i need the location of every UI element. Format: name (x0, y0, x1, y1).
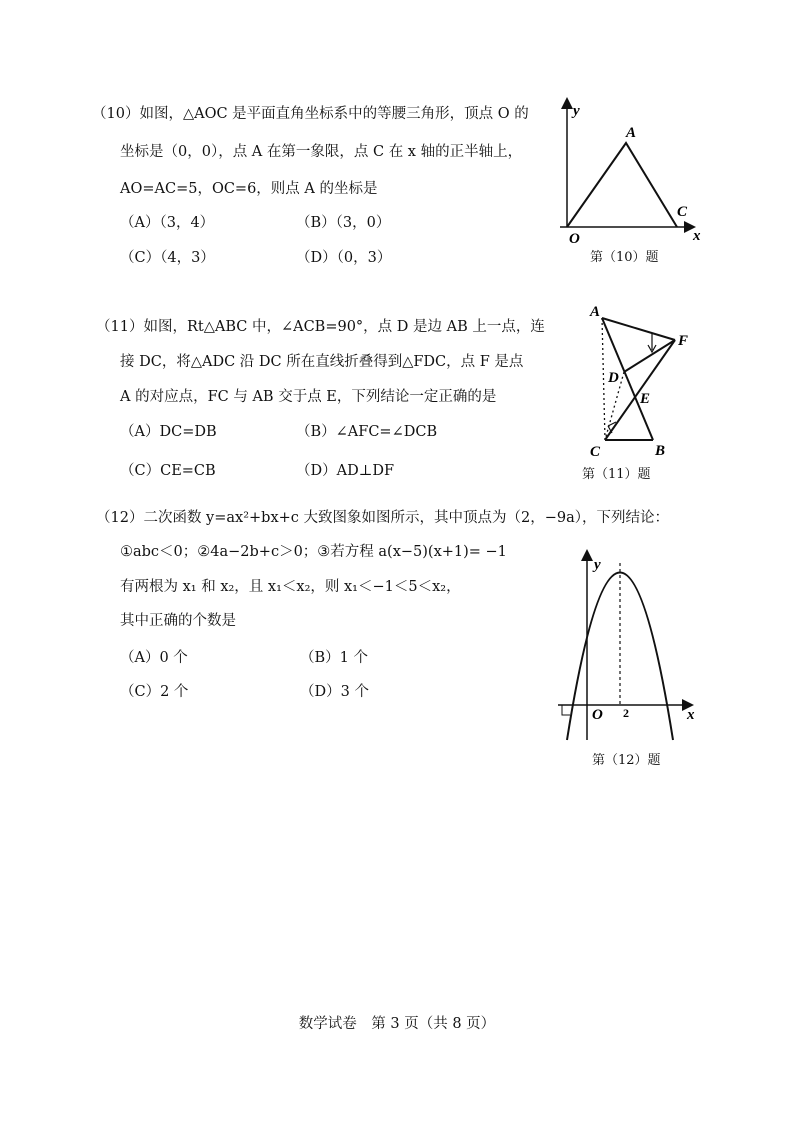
q10-caption: 第（10）题 (590, 250, 659, 265)
q12-figure (550, 545, 710, 745)
q10-label-x: x (693, 228, 701, 244)
q10-option-d: （D）（0，3） (296, 250, 392, 266)
q11-label-a: A (590, 304, 601, 320)
q11-segment-fc (605, 340, 675, 440)
q10-option-b: （B）（3，0） (296, 215, 391, 231)
q12-line4: 其中正确的个数是 (120, 613, 236, 629)
q10-line2: 坐标是（0，0），点 A 在第一象限，点 C 在 x 轴的正半轴上， (120, 144, 523, 160)
q10-label-c: C (677, 204, 688, 220)
q10-option-c: （C）（4，3） (120, 250, 215, 266)
page-footer: 数学试卷 第 3 页（共 8 页） (298, 1016, 496, 1032)
q10-option-a: （A）（3，4） (120, 215, 215, 231)
q11-line2: 接 DC，将△ADC 沿 DC 所在直线折叠得到△FDC，点 F 是点 (120, 354, 524, 370)
q10-label-y: y (573, 103, 580, 119)
q11-line3: A 的对应点，FC 与 AB 交于点 E，下列结论一定正确的是 (120, 389, 497, 405)
q10-label-o: O (569, 231, 580, 247)
q11-label-d: D (608, 370, 619, 386)
q11-figure (580, 300, 700, 460)
q11-label-b: B (655, 443, 666, 459)
q11-segment-af (602, 318, 675, 340)
q12-option-b: （B）1 个 (300, 650, 368, 666)
q12-line2: ①abc＜0；②4a−2b+c＞0；③若方程 a(x−5)(x+1)= −1 (120, 544, 507, 560)
q10-line3: AO=AC=5，OC=6，则点 A 的坐标是 (120, 181, 378, 197)
q11-option-b: （B）∠AFC=∠DCB (296, 424, 438, 440)
q12-label-y: y (594, 557, 601, 573)
q12-tick-2: 2 (623, 706, 629, 720)
q11-line1: （11）如图，Rt△ABC 中，∠ACB=90°，点 D 是边 AB 上一点，连 (96, 319, 545, 335)
q11-label-c: C (590, 444, 601, 460)
q11-option-c: （C）CE=CB (120, 463, 216, 479)
q12-label-o: O (592, 707, 603, 723)
q11-label-e: E (640, 391, 651, 407)
q10-figure (540, 95, 720, 250)
q11-label-f: F (678, 333, 689, 349)
q11-caption: 第（11）题 (582, 467, 651, 482)
q10-triangle (567, 143, 677, 227)
q11-option-d: （D）AD⊥DF (296, 463, 395, 479)
q12-line1: （12）二次函数 y=ax²+bx+c 大致图象如图所示，其中顶点为（2，−9a），下列结论： (96, 510, 670, 526)
q12-parabola (567, 573, 673, 741)
q12-option-d: （D）3 个 (300, 684, 369, 700)
q11-segment-df (624, 340, 675, 372)
q12-caption: 第（12）题 (592, 753, 661, 768)
q10-line1: （10）如图，△AOC 是平面直角坐标系中的等腰三角形，顶点 O 的 (92, 106, 529, 122)
q12-line3: 有两根为 x₁ 和 x₂，且 x₁＜x₂，则 x₁＜−1＜5＜x₂， (120, 579, 461, 595)
q12-option-a: （A）0 个 (120, 650, 188, 666)
q11-segment-ac (602, 318, 605, 440)
q12-option-c: （C）2 个 (120, 684, 189, 700)
q11-option-a: （A）DC=DB (120, 424, 217, 440)
q12-label-x: x (687, 707, 695, 723)
q10-label-a: A (626, 125, 637, 141)
